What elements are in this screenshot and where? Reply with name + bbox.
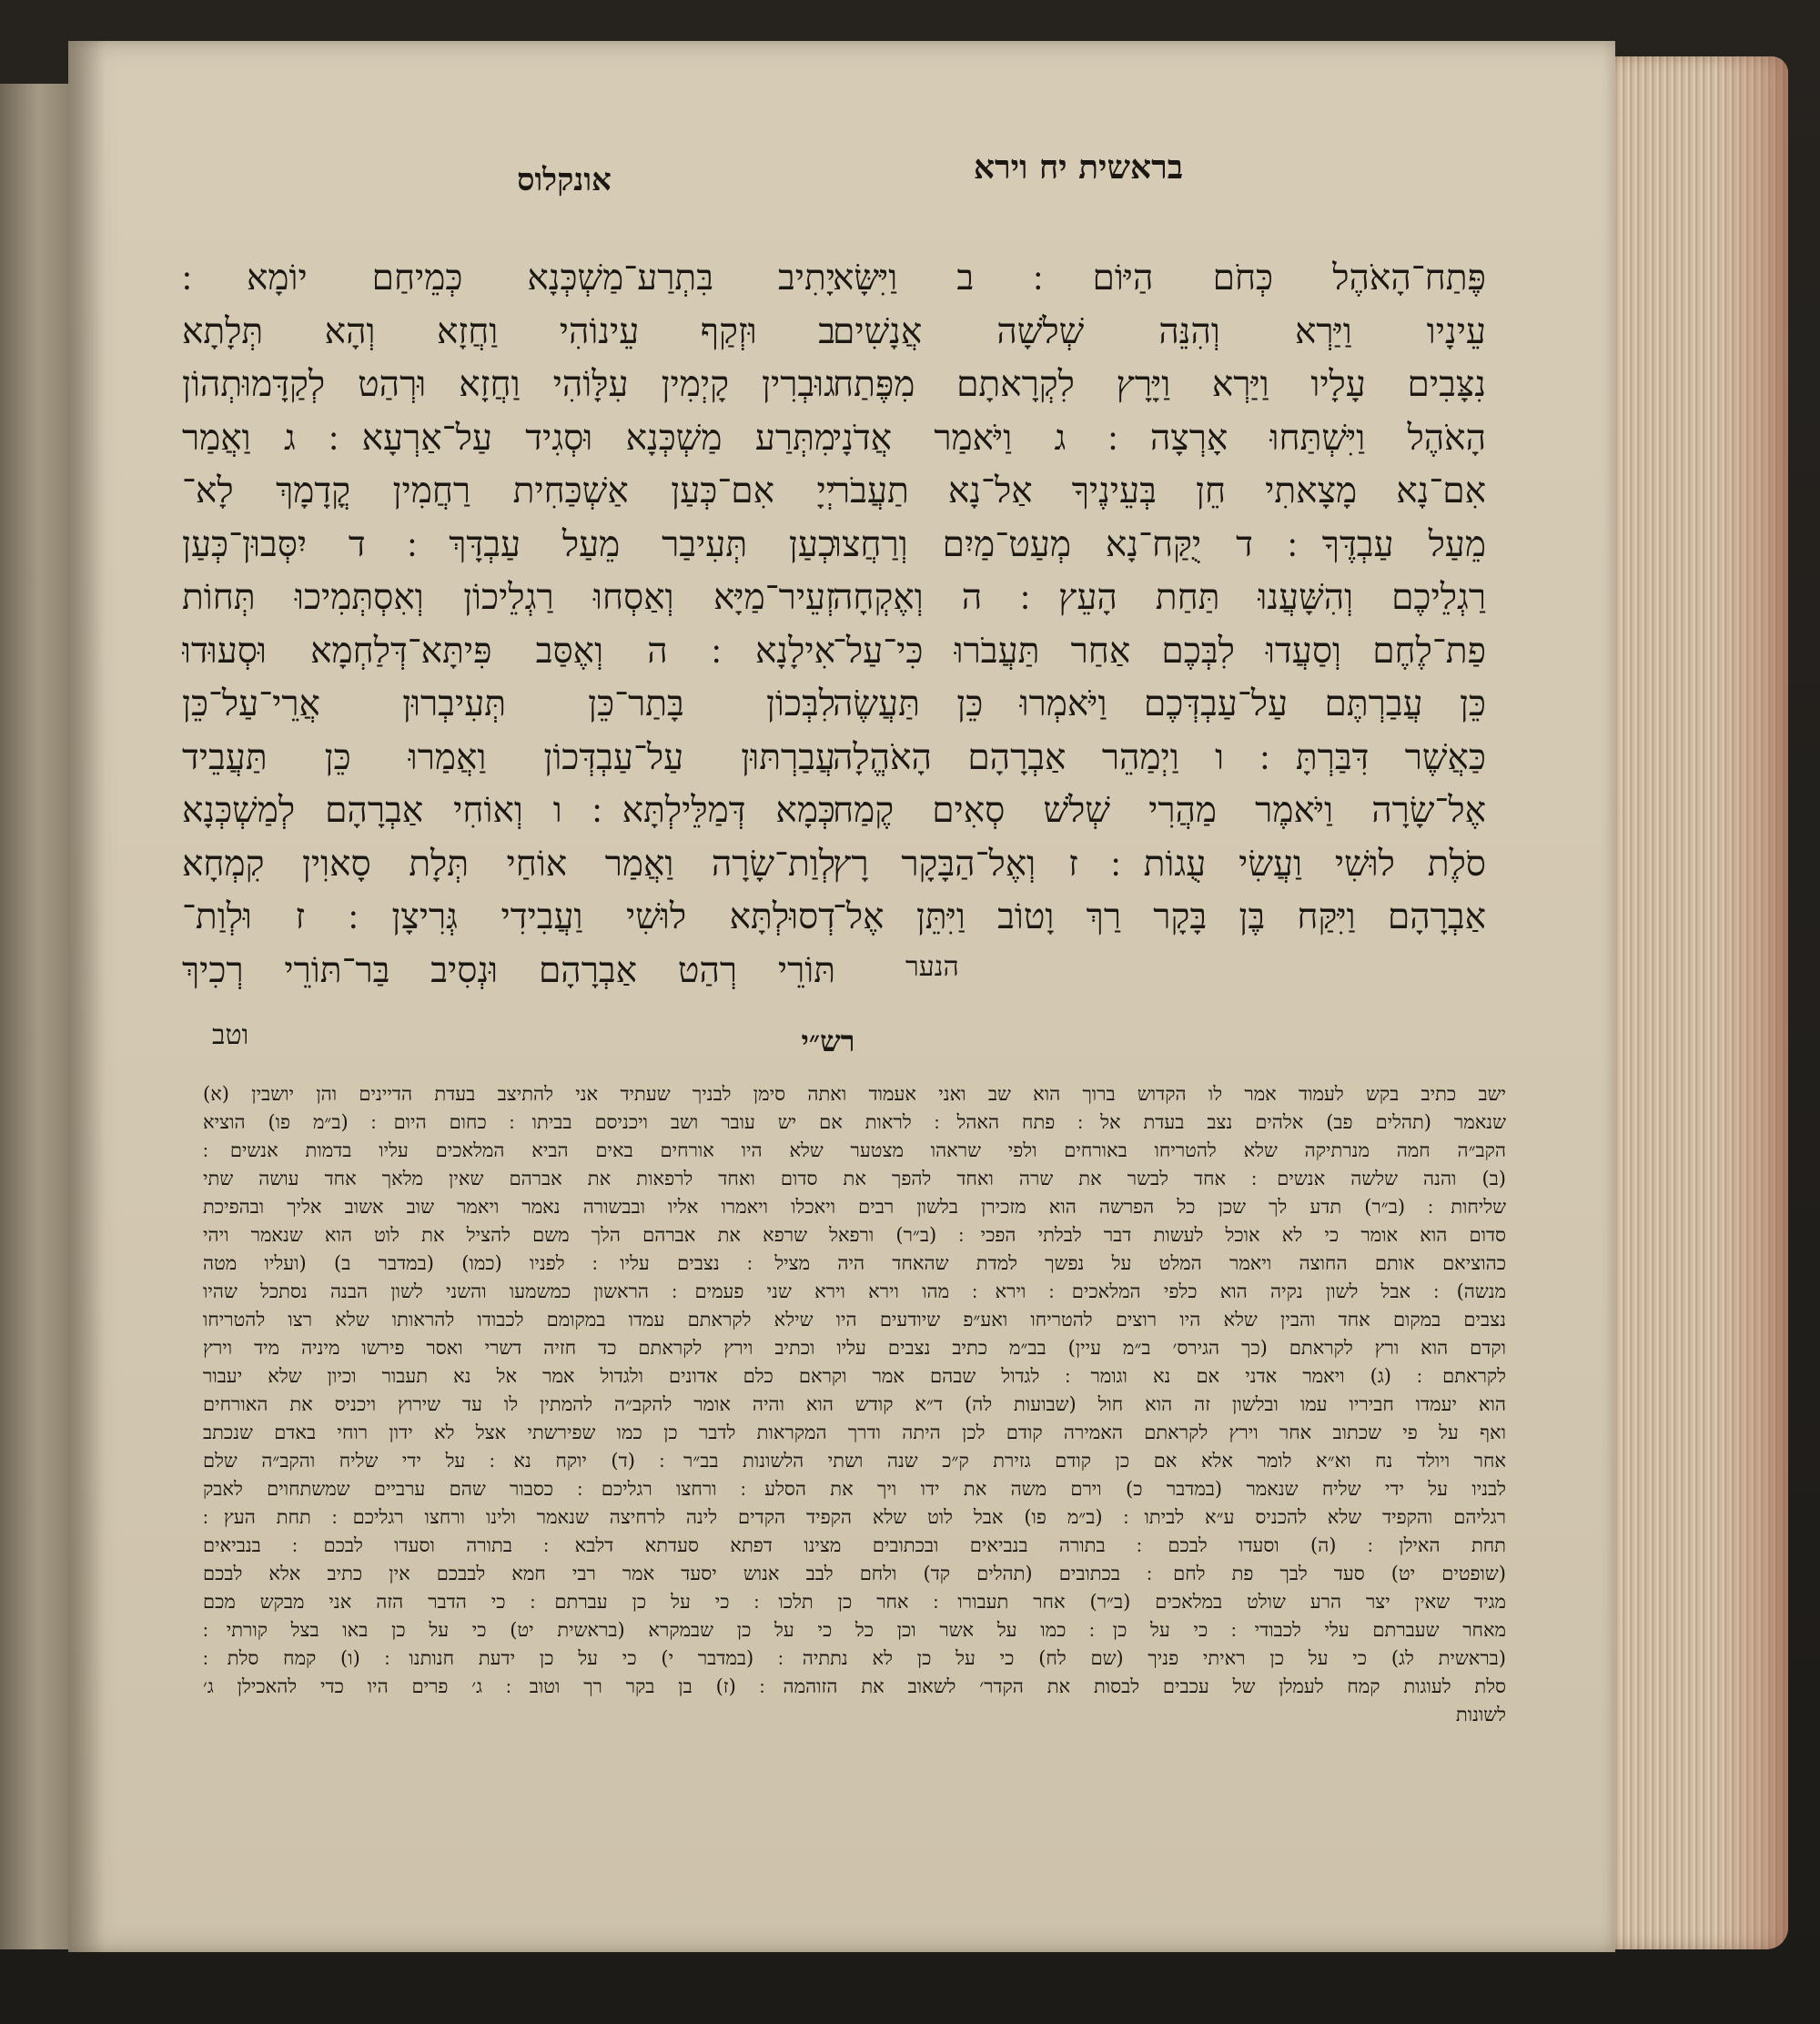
rashi-line: אחר ויולד נח וא״א לומר אלא אם כן קודם גזירת ק״כ שנה ושתי הלשונות בב״ר ׃ (ד) יוקח נא ׃ על ידי שליח והקב״ה שלם xyxy=(203,1450,1506,1472)
torah-line: מֵעַל עַבְדֶּךָ ׃ ד יֻקַּח־נָא מְעַט־מַיִם וְרַחֲצוּ xyxy=(833,523,1486,565)
onkelos-line: אִילָנָא ׃ ה וְאֶסַּב פִּיתָּא־דְּלַחְמָא וּסְעוּדוּ xyxy=(182,630,835,672)
rashi-line: מגיד שאין יצר הרע שולט במלאכים (ב״ר) אחר תעבורו ׃ אחר כן תלכו ׃ כי על כן עברתם ׃ כי הדבר הזה אני מבקש מכם xyxy=(203,1591,1506,1613)
rashi-line: מנשה) ׃ אבל לשון נקיה הוא כלפי המלאכים ׃ וירא ׃ מהו וירא וירא שני פעמים ׃ הראשון כמשמעו והשני לשון הבנה נסתכל שהיו xyxy=(203,1280,1506,1302)
commentary-heading: רש״י xyxy=(801,1024,855,1058)
rashi-line: סלת לעוגות קמח לעמלן של עכבים לבסות את הקדר׳ לשאוב את הזוהמה ׃ (ז) בן בקר רך וטוב ׃ ג׳ פרים היו כדי להאכילן ג׳ xyxy=(203,1675,1506,1697)
torah-line: סֹלֶת לוּשִׁי וַעֲשִׂי עֻגוֹת ׃ ז וְאֶל־הַבָּקָר רָץ xyxy=(833,843,1486,885)
running-head-right: בראשית יח וירא xyxy=(973,148,1184,187)
rashi-line: כהוציאם אותם החוצה ויאמר המלט על נפשך למדת שהאחד היה מציל ׃ נצבים עליו ׃ לפניו (כמו) (במדבר ב) (ועליו מטה xyxy=(203,1252,1506,1274)
torah-line: אִם־נָא מָצָאתִי חֵן בְּעֵינֶיךָ אַל־נָא תַעֲבֹר xyxy=(833,471,1486,511)
torah-line: כֵּן עֲבַרְתֶּם עַל־עַבְדְּכֶם וַיֹּאמְרוּ כֵּן תַּעֲשֶׂה xyxy=(833,683,1486,724)
torah-line: פַת־לֶחֶם וְסַעֲדוּ לִבְּכֶם אַחַר תַּעֲבֹרוּ כִּי־עַל־ xyxy=(833,630,1486,672)
onkelos-line: כְעַן תְּעִיבַר מֵעַל עַבְדָּךְ ׃ ד יִסְּבוּן־כְּעַן xyxy=(182,523,835,565)
rashi-line: שליחות ׃ (ב״ר) תדע לך שכן כל הפרשה הוא מזכירן בלשון רבים ויאכלו ויאמרו אליו ובבשורה נאמר ויאמר שוב אשוב אליך ובהפיכת xyxy=(203,1196,1506,1218)
onkelos-line: יְיָ אִם־כְּעַן אַשְׁכַּחִית רַחֲמִין קֳדָמָךְ לָא־ xyxy=(182,471,835,511)
rashi-line: נצבים במקום אחד והבין שלא היו רוצים להטריחו ואע״פ שיודעים היו שילא לקראתם עמדו במקומם לכבודו להראותו שלא רצו להטריחו xyxy=(203,1309,1506,1331)
rashi-line: הקב״ה חמה מנרתיקה שלא להטריחו באורחים ולפי שראהו מצטער שלא היו אורחים באים הביא המלאכים עליו בדמות אנשים ׃ xyxy=(203,1139,1506,1161)
torah-line: אֶל־שָׂרָה וַיֹּאמֶר מַהֲרִי שְׁלֹשׁ סְאִים קֶמַח xyxy=(833,790,1486,831)
onkelos-line: ב וּזְקַף עֵינוֹהִי וַחֲזָא וְהָא תְּלָתָא xyxy=(182,310,835,352)
onkelos-text-column xyxy=(182,252,835,997)
onkelos-line: יָתִיב בִּתְרַע־מַשְׁכְּנָא כְּמֵיחַם יוֹמָא ׃ xyxy=(182,258,835,299)
rashi-line: (שופטים יט) סעד לבך פת לחם ׃ בכתובים (תהלים קד) ולחם לבב אנוש יסעד אמר רבי חמא לבבכם אין כתיב אלא לבכם xyxy=(203,1563,1506,1584)
onkelos-line: גוּבְרִין קָיְמִין עִלָּוֹהִי וַחֲזָא וּרְהַט לְקַדָּמוּתְהוֹן xyxy=(182,364,835,405)
previous-page-edge xyxy=(0,84,74,1949)
rashi-line: וקדם הוא ורץ לקראתם (כך הגירס׳ ב״מ עיין) בב״מ כתיב נצבים עליו וכתיב וירץ לקראתם כד חזיה דשרי ואסר פירשו מיניה מיד וירץ xyxy=(203,1337,1506,1359)
catchword-onkelos: וטב xyxy=(212,1019,249,1051)
rashi-line: מאחר שעברתם עלי לכבודי ׃ כי על כן ׃ כמו על אשר וכן כל כי על כן שבמקרא (בראשית יט) כי על כן באו בצל קורתי ׃ xyxy=(203,1619,1506,1641)
onkelos-line: עֲבַרְתּוּן עַל־עַבְדְּכוֹן וַאֲמַרוּ כֵּן תַּעֲבֵיד xyxy=(182,736,835,778)
rashi-line: הוא יעמדו חביריו עמו ובלשון זה הוא חול (שבועות לה) ד״א קודש הוא והיה אומר להקב״ה להמתין לו עד שירוץ ויכניס את האורחים xyxy=(203,1393,1506,1415)
rashi-line: תחת האילן ׃ (ה) וסעדו לבכם ׃ בתורה בנביאים ובכתובים מצינו דפתא סעדתא דלבא ׃ בתורה וסעדו לבכם ׃ בנביאים xyxy=(203,1534,1506,1556)
page-stack-edges xyxy=(1597,56,1788,1949)
torah-line: עֵינָיו וַיַּרְא וְהִנֵּה שְׁלֹשָׁה אֲנָשִׁים xyxy=(833,310,1486,352)
onkelos-line: לִבְּכוֹן בָּתַר־כֵּן תְּעִיבְרוּן אֲרֵי־עַל־כֵּן xyxy=(182,683,835,724)
rashi-line: רגליהם והקפיד שלא להכניס ע״א לביתו ׃ (ב״מ פו) אבל לוט שלא הקפיד הקדים לינה לרחיצה שנאמר ולינו ורחצו רגליכם ׃ תחת העץ ׃ xyxy=(203,1506,1506,1528)
torah-line: נִצָּבִים עָלָיו וַיַּרְא וַיָּרָץ לִקְרָאתָם מִפֶּתַח xyxy=(833,364,1486,405)
onkelos-line: כְּמָא דְּמַלֵּילְתָּא ׃ ו וְאוֹחִי אַבְרָהָם לְמַשְׁכְּנָא xyxy=(182,790,835,831)
onkelos-line: זְעֵיר־מַיָּא וְאַסְחוּ רַגְלֵיכוֹן וְאִסְתְּמִיכוּ תְּחוֹת xyxy=(182,577,835,618)
torah-line: רַגְלֵיכֶם וְהִשָּׁעֲנוּ תַּחַת הָעֵץ ׃ ה וְאֶקְחָה xyxy=(833,577,1486,618)
onkelos-line: מִתְּרַע מַשְׁכְּנָא וּסְגִיד עַל־אַרְעָא ׃ ג וַאֲמַר xyxy=(182,417,835,459)
rashi-line: (בראשית לג) כי על כן ראיתי פניך (שם לח) כי על כן לא נתתיה ׃ (במדבר י) כי על כן ידעת חנותנו ׃ (ו) קמח סלת ׃ xyxy=(203,1647,1506,1669)
torah-line: הָאֹהֶל וַיִּשְׁתַּחוּ אָרְצָה ׃ ג וַיֹּאמַר אֲדֹנָי xyxy=(833,417,1486,459)
torah-text-column xyxy=(833,252,1486,945)
onkelos-line: לְוַת־שָׂרָה וַאֲמַר אוֹחַי תְּלָת סָאוִין קִמְחָא xyxy=(182,843,835,885)
torah-line: כַּאֲשֶׁר דִּבַּרְתָּ ׃ ו וַיְמַהֵר אַבְרָהָם הָאֹהֱלָה xyxy=(833,736,1486,778)
catchword-torah: הנער xyxy=(905,951,959,983)
book-page xyxy=(68,41,1615,1952)
onkelos-line: דְסוּלְתָּא לוּשִׁי וַעֲבִידִי גְּרִיצָן ׃ ז וּלְוַת־ xyxy=(182,896,835,937)
rashi-line: ואף על פי שכתוב אחר וירץ לקראתם האמירה קודם לכן היתה ודרך המקראות לדבר כן כמו שפירשתי אצל לא ידון רוחי באדם שנכתב xyxy=(203,1422,1506,1443)
rashi-line: לשונות xyxy=(1455,1704,1506,1725)
torah-line: פֶּתַח־הָאֹהֶל כְּחֹם הַיּוֹם ׃ ב וַיִּשָּׂא xyxy=(833,258,1486,299)
rashi-line: לבניו על ידי שליח שנאמר (במדבר כ) וירם משה את ידו ויך את הסלע ׃ ורחצו רגליכם ׃ כסבור שהם ערביים שמשתחוים לאבק xyxy=(203,1478,1506,1500)
torah-line: אַבְרָהָם וַיִּקַּח בֶּן בָּקָר רַךְ וָטוֹב וַיִּתֵּן אֶל־ xyxy=(833,896,1486,937)
onkelos-line: תּוֹרֵי רְהַט אַבְרָהָם וּנְסִיב בַּר־תּוֹרֵי רְכִיךְ xyxy=(182,949,835,991)
rashi-line: סדום הוא אומר כי לא אוכל לעשות דבר לבלתי הפכי ׃ (ב״ר) ורפאל שרפא את אברהם הלך משם להציל את לוט הוא שנאמר ויהי xyxy=(203,1224,1506,1246)
rashi-line: ישב כתיב בקש לעמוד אמר לו הקדוש ברוך הוא שב ואני אעמוד ואתה סימן לבניך שעתיד אני להתיצב בעדת הדיינים והן יושבין (א) xyxy=(203,1083,1506,1105)
rashi-line: (ב) והנה שלשה אנשים ׃ אחד לבשר את שרה ואחד להפך את סדום ואחד לרפאות את אברהם שאין מלאך אחד עושה שתי xyxy=(203,1168,1506,1189)
running-head-left: אונקלוס xyxy=(517,162,612,198)
rashi-line: לקראתם ׃ (ג) ויאמר אדני אם נא וגומר ׃ לגדול שבהם אמר וקראם כלם אדונים ולגדול אמר אל נא תעבור וכיון שלא יעבור xyxy=(203,1365,1506,1387)
rashi-commentary xyxy=(203,1080,1506,1729)
rashi-line: שנאמר (תהלים פב) אלהים נצב בעדת אל ׃ פתח האהל ׃ לראות אם יש עובר ושב ויכניסם בביתו ׃ כחום היום ׃ (ב״מ פו) הוציא xyxy=(203,1111,1506,1133)
